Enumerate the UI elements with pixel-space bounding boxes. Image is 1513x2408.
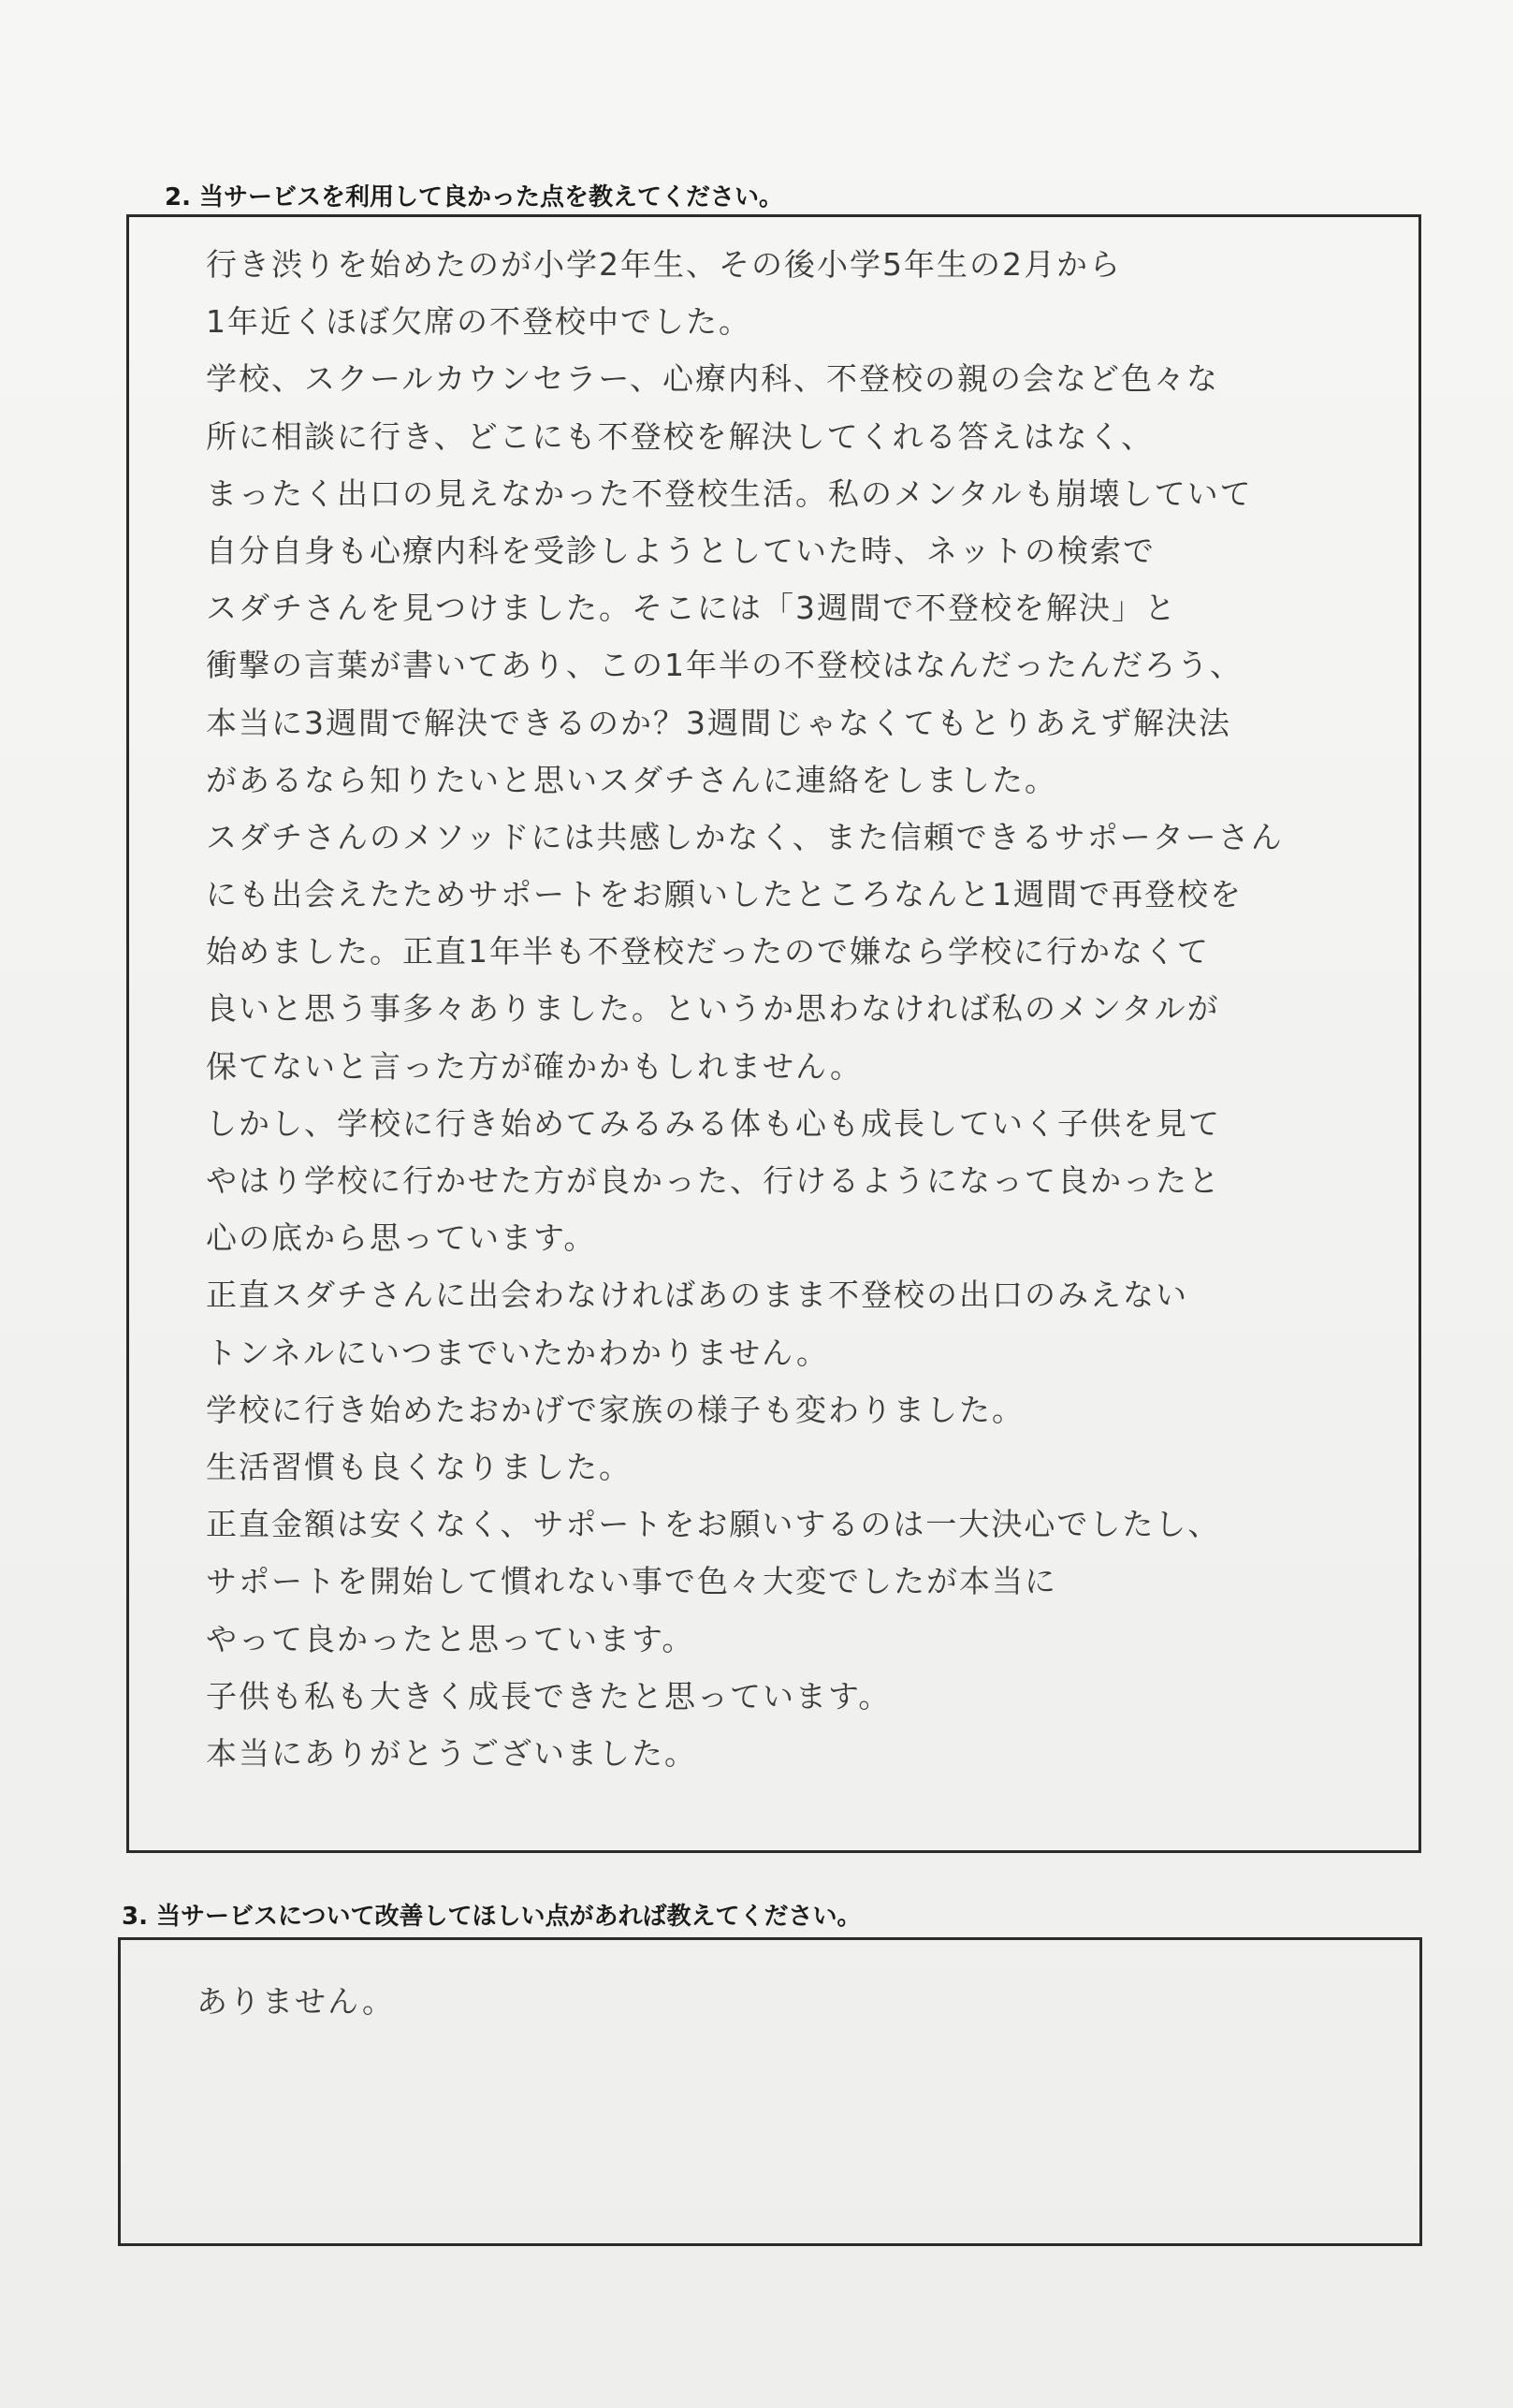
answer-line: 学校に行き始めたおかげで家族の様子も変わりました。 bbox=[206, 1391, 1025, 1428]
answer-line: やはり学校に行かせた方が良かった、行けるようになって良かったと bbox=[206, 1162, 1221, 1199]
answer-line: しかし、学校に行き始めてみるみる体も心も成長していく子供を見て bbox=[206, 1104, 1221, 1142]
answer-line: トンネルにいつまでいたかわかりません。 bbox=[206, 1334, 829, 1371]
question-3-handwritten-answer: ありません。 bbox=[196, 1983, 395, 2020]
answer-line: 本当にありがとうございました。 bbox=[206, 1734, 697, 1772]
answer-line: やって良かったと思っています。 bbox=[206, 1620, 695, 1657]
answer-line: 保てないと言った方が確かかもしれません。 bbox=[206, 1047, 863, 1085]
question-3-title: 3. 当サービスについて改善してほしい点があれば教えてください。 bbox=[122, 1903, 862, 1931]
answer-line: 行き渋りを始めたのが小学2年生、その後小学5年生の2月から bbox=[206, 246, 1122, 283]
answer-line: 良いと思う事多々ありました。というか思わなければ私のメンタルが bbox=[206, 990, 1220, 1028]
answer-line: にも出会えたためサポートをお願いしたところなんと1週間で再登校を bbox=[206, 876, 1243, 913]
answer-line: 学校、スクールカウンセラー、心療内科、不登校の親の会など色々な bbox=[206, 360, 1220, 398]
answer-line: 正直スダチさんに出会わなければあのまま不登校の出口のみえない bbox=[206, 1277, 1188, 1314]
answer-line: サポートを開始して慣れない事で色々大変でしたが本当に bbox=[206, 1563, 1057, 1600]
answer-line: 正直金額は安くなく、サポートをお願いするのは一大決心でしたし、 bbox=[206, 1506, 1221, 1543]
answer-line: スダチさんのメソッドには共感しかなく、また信頼できるサポーターさん bbox=[206, 818, 1284, 855]
answer-line: 子供も私も大きく成長できたと思っています。 bbox=[206, 1677, 892, 1715]
answer-line: 生活習慣も良くなりました。 bbox=[206, 1448, 632, 1485]
answer-line: スダチさんを見つけました。そこには「3週間で不登校を解決」と bbox=[206, 590, 1177, 627]
answer-line: 自分自身も心療内科を受診しようとしていた時、ネットの検索で bbox=[206, 532, 1156, 569]
answer-line: 衝撃の言葉が書いてあり、この1年半の不登校はなんだったんだろう、 bbox=[206, 647, 1243, 684]
answer-line: があるなら知りたいと思いスダチさんに連絡をしました。 bbox=[206, 761, 1057, 798]
question-2-title: 2. 当サービスを利用して良かった点を教えてください。 bbox=[165, 183, 784, 212]
answer-line: 本当に3週間で解決できるのか？3週間じゃなくてもとりあえず解決法 bbox=[206, 704, 1231, 741]
answer-line: まったく出口の見えなかった不登校生活。私のメンタルも崩壊していて bbox=[206, 474, 1253, 512]
answer-line: 1年近くほぼ欠席の不登校中でした。 bbox=[206, 303, 751, 341]
answer-line: 始めました。正直1年半も不登校だったので嫌なら学校に行かなくて bbox=[206, 933, 1210, 970]
answer-line: 心の底から思っています。 bbox=[206, 1219, 597, 1257]
question-2-handwritten-answer bbox=[206, 236, 1284, 1782]
answer-line: 所に相談に行き、どこにも不登校を解決してくれる答えはなく、 bbox=[206, 417, 1155, 455]
